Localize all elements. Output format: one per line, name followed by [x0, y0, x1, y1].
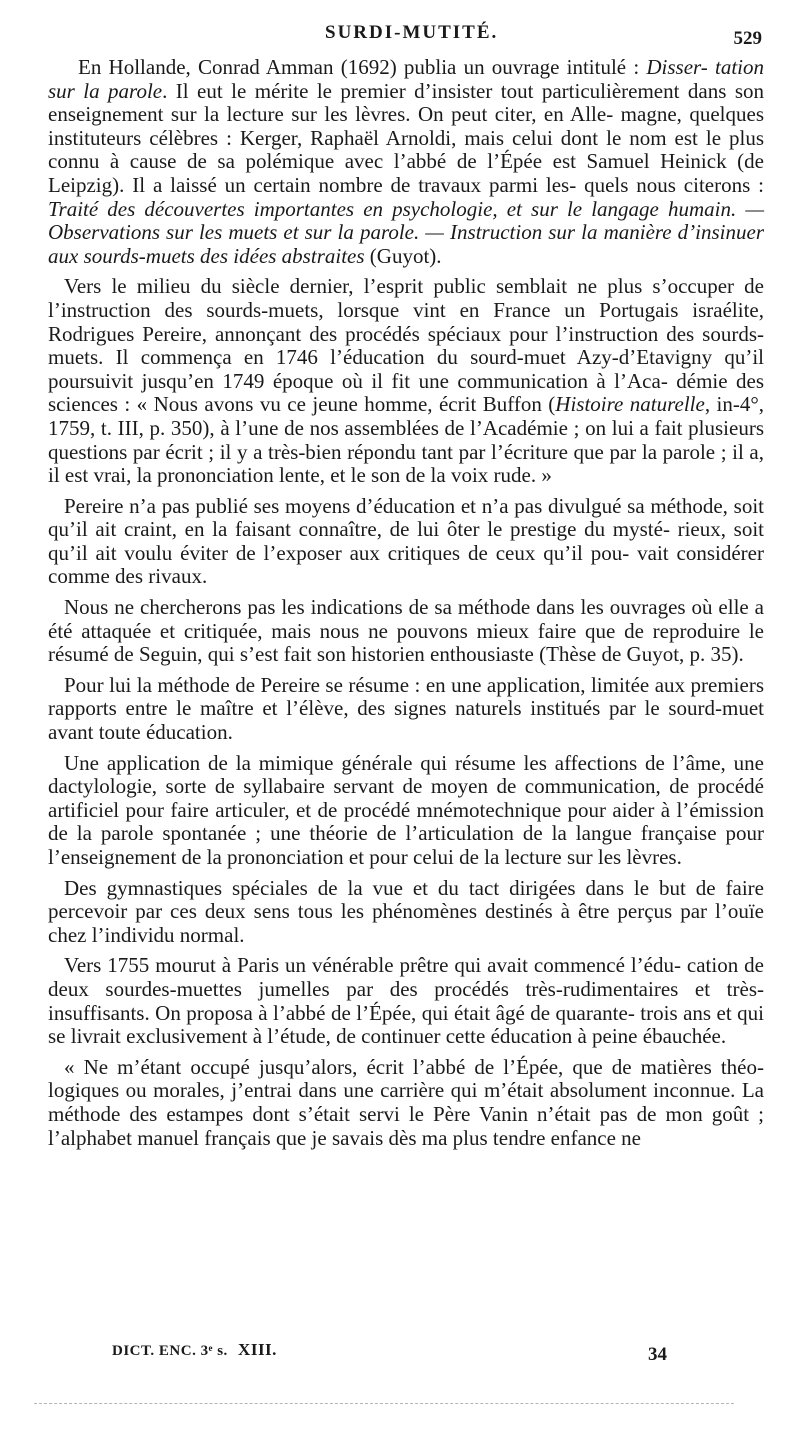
text-run: « Ne m’étant occupé jusqu’alors, écrit l’abbé de l’Épée, que de matières théo- logiques ou morales, j’entrai dans une carrière qui m’était absolument inconnue. La méthode des estampes dont s’était servi le Père Vanin n’était pas de mon goût ; l’alphabet manuel français que je savais dès ma plus tendre enfance ne	[48, 1054, 764, 1150]
paragraph	[48, 275, 764, 487]
text-run: Des gymnastiques spéciales de la vue et du tact dirigées dans le but de faire percevoir par ces deux sens tous les phénomènes destinés à être perçus par l’ouïe chez l’individu normal.	[48, 875, 764, 947]
running-title: SURDI-MUTITÉ.	[325, 22, 499, 43]
paragraph	[48, 596, 764, 667]
page-number: 529	[733, 28, 762, 49]
text-run: . Il eut le mérite le premier d’insister tout particulièrement dans son enseignement sur la lecture sur les lèvres. On peut citer, en Alle- magne, quelques instituteurs célèbres : Kerger, Raphaël Arnoldi, mais celui dont le nom est le plus connu à cause de sa polémique avec l’abbé de l’Épée est Samuel Heinick (de Leipzig). Il a laissé un certain nombre de travaux parmi les- quels nous citerons :	[48, 78, 764, 197]
signature-label: DICT. ENC. 3ᵉ s.	[112, 1343, 228, 1359]
body-text	[48, 56, 764, 1157]
page-header	[0, 22, 800, 52]
text-run: Pour lui la méthode de Pereire se résume : en une application, limitée aux premiers rapports entre le maître et l’élève, des signes naturels institués par le sourd-muet avant toute éducation.	[48, 672, 764, 745]
text-run: Une application de la mimique générale qui résume les affections de l’âme, une dactylologie, sorte de syllabaire servant de moyen de communication, de procédé artificiel pour faire articuler, et de procédé mnémotechnique pour aider à l’émission de la parole spontanée ; une théorie de l’articulation de la langue française pour l’enseignement de la prononciation et pour celui de la lecture sur les lèvres.	[48, 750, 764, 869]
italic-title: Disser- tation sur la parole	[48, 55, 764, 103]
paragraph	[48, 752, 764, 870]
paragraph	[48, 1056, 764, 1150]
paragraph	[48, 877, 764, 948]
text-run: Nous ne chercherons pas les indications de sa méthode dans les ouvrages où elle a été attaquée et critiquée, mais nous ne pouvons mieux faire que de reproduire le résumé de Seguin, qui s’est fait son historien enthousiaste (Thèse de Guyot, p. 35).	[48, 595, 764, 667]
paragraph	[48, 954, 764, 1048]
text-run: Vers 1755 mourut à Paris un vénérable prêtre qui avait commencé l’édu- cation de deux sourdes-muettes jumelles par des procédés très-rudimentaires et très-insuffisants. On proposa à l’abbé de l’Épée, qui était âgé de quarante- trois ans et qui se livrait exclusivement à l’étude, de continuer cette éducation à peine ébauchée.	[48, 953, 764, 1049]
page-footer	[0, 1340, 800, 1380]
text-run: (Guyot).	[364, 243, 442, 268]
bottom-dotted-rule	[34, 1403, 734, 1404]
text-run: En Hollande, Conrad Amman (1692) publia un ouvrage intitulé :	[78, 55, 647, 79]
signature-number: 34	[648, 1344, 667, 1365]
text-run: , in-4°, 1759, t. III, p. 350), à l’une de nos assemblées de l’Académie ; on lui a fait plusieurs questions par écrit ; il y a très-bien répondu tant par l’écriture que par la parole ; il a, il est vrai, la prononciation lente, et le son de la voix rude. »	[48, 392, 764, 488]
volume-number: XIII.	[238, 1340, 277, 1359]
text-run: Vers le milieu du siècle dernier, l’esprit public semblait ne plus s’occuper de l’instruction des sourds-muets, lorsque vint en France un Portugais israélite, Rodrigues Pereire, annonçant des procédés spéciaux pour l’instruction des sourds-muets. Il commença en 1746 l’éducation du sourd-muet Azy-d’Etavigny qu’il poursuivit jusqu’en 1749 époque où il fit une communication à l’Aca- démie des sciences : « Nous avons vu ce jeune homme, écrit Buffon (	[48, 274, 764, 417]
paragraph	[48, 674, 764, 745]
italic-title: Histoire naturelle	[555, 392, 705, 417]
paragraph	[48, 495, 764, 589]
italic-title: Traité des découvertes importantes en psychologie, et sur le langage humain. — Observations sur les muets et sur la parole. — Instruction sur la manière d’insinuer aux sourds-muets des idées abstraites	[48, 196, 764, 268]
printer-signature	[112, 1340, 277, 1360]
paragraph	[48, 56, 764, 268]
text-run: Pereire n’a pas publié ses moyens d’éducation et n’a pas divulgué sa méthode, soit qu’il ait craint, en la faisant connaître, de lui ôter le prestige du mysté- rieux, soit qu’il ait voulu éviter de l’exposer aux critiques de ceux qu’il pou- vait considérer comme des rivaux.	[48, 493, 764, 589]
